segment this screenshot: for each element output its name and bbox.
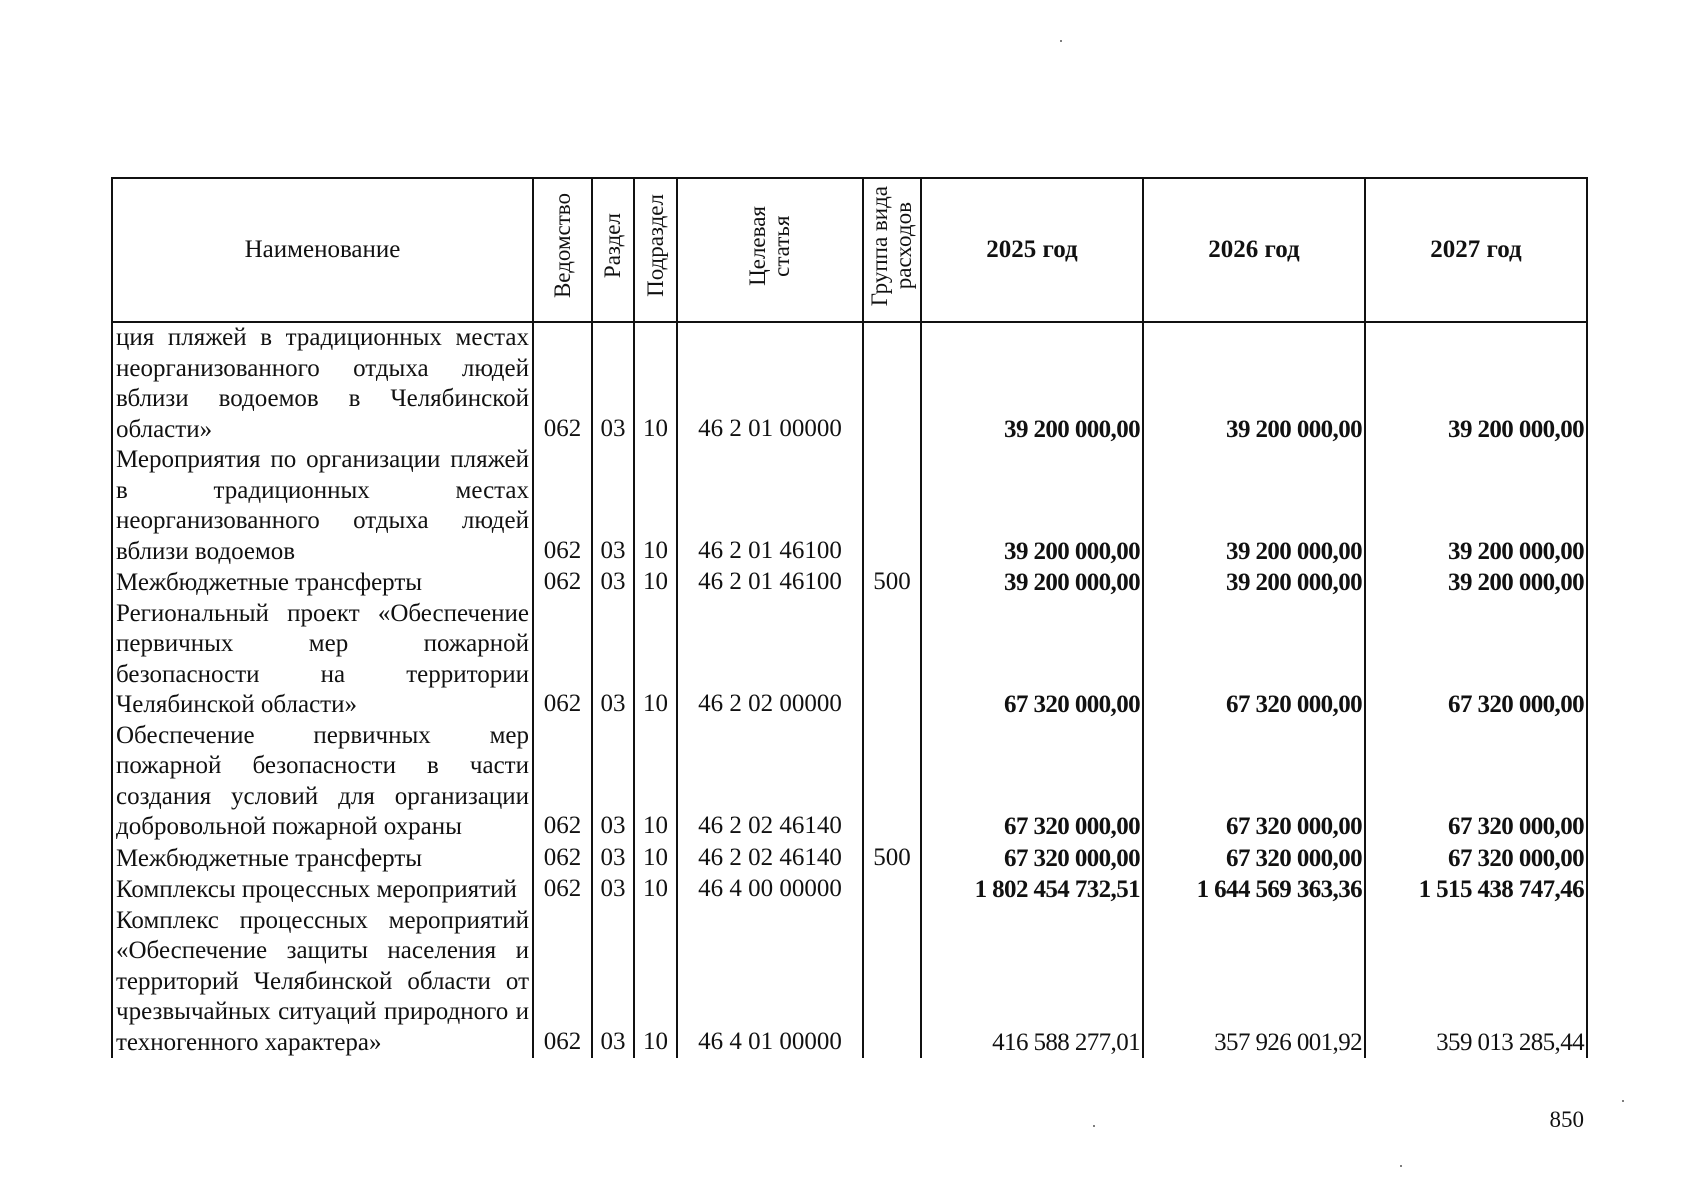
row-section: 03 bbox=[592, 567, 634, 599]
header-subsection-label: Подраздел bbox=[642, 194, 668, 298]
row-subsection: 10 bbox=[634, 874, 677, 906]
row-department: 062 bbox=[533, 874, 592, 906]
row-2026: 67 320 000,00 bbox=[1143, 843, 1365, 875]
scan-speck bbox=[1093, 1125, 1095, 1127]
row-section: 03 bbox=[592, 721, 634, 843]
budget-table bbox=[111, 177, 1588, 1058]
row-2026: 1 644 569 363,36 bbox=[1143, 874, 1365, 906]
row-group bbox=[863, 445, 921, 567]
table-row bbox=[112, 843, 1587, 875]
row-2026: 67 320 000,00 bbox=[1143, 599, 1365, 721]
row-2027: 67 320 000,00 bbox=[1365, 599, 1587, 721]
row-2027: 359 013 285,44 bbox=[1365, 906, 1587, 1059]
row-2026: 39 200 000,00 bbox=[1143, 322, 1365, 445]
row-2025: 67 320 000,00 bbox=[921, 599, 1143, 721]
header-expense-group-label bbox=[868, 186, 916, 306]
header-group-line2: расходов bbox=[891, 202, 916, 290]
row-target: 46 2 02 46140 bbox=[677, 721, 863, 843]
row-name: ция пляжей в традиционных местах неорганизованного отдыха людей вблизи водоемов в Челябинской области» bbox=[112, 322, 533, 445]
row-subsection: 10 bbox=[634, 322, 677, 445]
row-2027: 39 200 000,00 bbox=[1365, 322, 1587, 445]
table-row bbox=[112, 906, 1587, 1059]
row-2027: 67 320 000,00 bbox=[1365, 843, 1587, 875]
header-section bbox=[592, 178, 634, 322]
row-group: 500 bbox=[863, 843, 921, 875]
table-row bbox=[112, 445, 1587, 567]
row-target: 46 4 01 00000 bbox=[677, 906, 863, 1059]
row-name: Обеспечение первичных мер пожарной безопасности в части создания условий для организации добровольной пожарной охраны bbox=[112, 721, 533, 843]
scan-speck bbox=[1622, 1100, 1624, 1102]
page-number: 850 bbox=[1549, 1107, 1584, 1132]
table-row bbox=[112, 721, 1587, 843]
header-year-2027: 2027 год bbox=[1365, 178, 1587, 322]
row-2027: 1 515 438 747,46 bbox=[1365, 874, 1587, 906]
row-name: Мероприятия по организации пляжей в традиционных местах неорганизованного отдыха людей вблизи водоемов bbox=[112, 445, 533, 567]
scan-speck bbox=[1400, 1165, 1402, 1167]
row-group bbox=[863, 322, 921, 445]
row-name: Межбюджетные трансферты bbox=[112, 567, 533, 599]
row-department: 062 bbox=[533, 567, 592, 599]
row-name: Комплексы процессных мероприятий bbox=[112, 874, 533, 906]
row-section: 03 bbox=[592, 874, 634, 906]
row-target: 46 2 01 46100 bbox=[677, 567, 863, 599]
header-name: Наименование bbox=[112, 178, 533, 322]
row-subsection: 10 bbox=[634, 906, 677, 1059]
row-subsection: 10 bbox=[634, 567, 677, 599]
table-row bbox=[112, 322, 1587, 445]
row-target: 46 2 01 00000 bbox=[677, 322, 863, 445]
row-department: 062 bbox=[533, 721, 592, 843]
table-header-row bbox=[112, 178, 1587, 322]
row-group bbox=[863, 599, 921, 721]
row-2027: 39 200 000,00 bbox=[1365, 445, 1587, 567]
header-target-line1: Целевая bbox=[745, 205, 770, 286]
row-2025: 1 802 454 732,51 bbox=[921, 874, 1143, 906]
header-group-line1: Группа вида bbox=[867, 185, 892, 306]
row-subsection: 10 bbox=[634, 445, 677, 567]
row-2025: 39 200 000,00 bbox=[921, 567, 1143, 599]
header-department bbox=[533, 178, 592, 322]
row-2026: 39 200 000,00 bbox=[1143, 567, 1365, 599]
row-2026: 357 926 001,92 bbox=[1143, 906, 1365, 1059]
header-department-label: Ведомство bbox=[549, 193, 575, 299]
row-2026: 39 200 000,00 bbox=[1143, 445, 1365, 567]
header-target-label bbox=[746, 206, 794, 286]
header-year-2025: 2025 год bbox=[921, 178, 1143, 322]
row-2025: 39 200 000,00 bbox=[921, 445, 1143, 567]
row-section: 03 bbox=[592, 599, 634, 721]
table-row bbox=[112, 599, 1587, 721]
row-section: 03 bbox=[592, 843, 634, 875]
row-department: 062 bbox=[533, 906, 592, 1059]
row-target: 46 2 02 00000 bbox=[677, 599, 863, 721]
row-2026: 67 320 000,00 bbox=[1143, 721, 1365, 843]
header-year-2026: 2026 год bbox=[1143, 178, 1365, 322]
row-target: 46 4 00 00000 bbox=[677, 874, 863, 906]
row-group bbox=[863, 906, 921, 1059]
header-subsection bbox=[634, 178, 677, 322]
row-2025: 67 320 000,00 bbox=[921, 843, 1143, 875]
row-target: 46 2 01 46100 bbox=[677, 445, 863, 567]
row-2027: 39 200 000,00 bbox=[1365, 567, 1587, 599]
row-2025: 416 588 277,01 bbox=[921, 906, 1143, 1059]
scan-speck bbox=[1060, 40, 1062, 42]
row-subsection: 10 bbox=[634, 843, 677, 875]
row-department: 062 bbox=[533, 322, 592, 445]
table-row bbox=[112, 874, 1587, 906]
header-target-line2: статья bbox=[769, 215, 794, 277]
row-department: 062 bbox=[533, 445, 592, 567]
row-name: Региональный проект «Обеспечение первичных мер пожарной безопасности на территории Челябинской области» bbox=[112, 599, 533, 721]
row-section: 03 bbox=[592, 906, 634, 1059]
row-name: Межбюджетные трансферты bbox=[112, 843, 533, 875]
header-section-label: Раздел bbox=[600, 213, 625, 279]
row-subsection: 10 bbox=[634, 721, 677, 843]
table-row bbox=[112, 567, 1587, 599]
row-section: 03 bbox=[592, 445, 634, 567]
row-department: 062 bbox=[533, 599, 592, 721]
row-group: 500 bbox=[863, 567, 921, 599]
row-name: Комплекс процессных мероприятий «Обеспечение защиты населения и территорий Челябинской области от чрезвычайных ситуаций природного и техногенного характера» bbox=[112, 906, 533, 1059]
row-2025: 67 320 000,00 bbox=[921, 721, 1143, 843]
row-group bbox=[863, 874, 921, 906]
row-subsection: 10 bbox=[634, 599, 677, 721]
row-2027: 67 320 000,00 bbox=[1365, 721, 1587, 843]
row-section: 03 bbox=[592, 322, 634, 445]
row-group bbox=[863, 721, 921, 843]
row-2025: 39 200 000,00 bbox=[921, 322, 1143, 445]
row-department: 062 bbox=[533, 843, 592, 875]
row-target: 46 2 02 46140 bbox=[677, 843, 863, 875]
header-expense-group bbox=[863, 178, 921, 322]
header-target bbox=[677, 178, 863, 322]
